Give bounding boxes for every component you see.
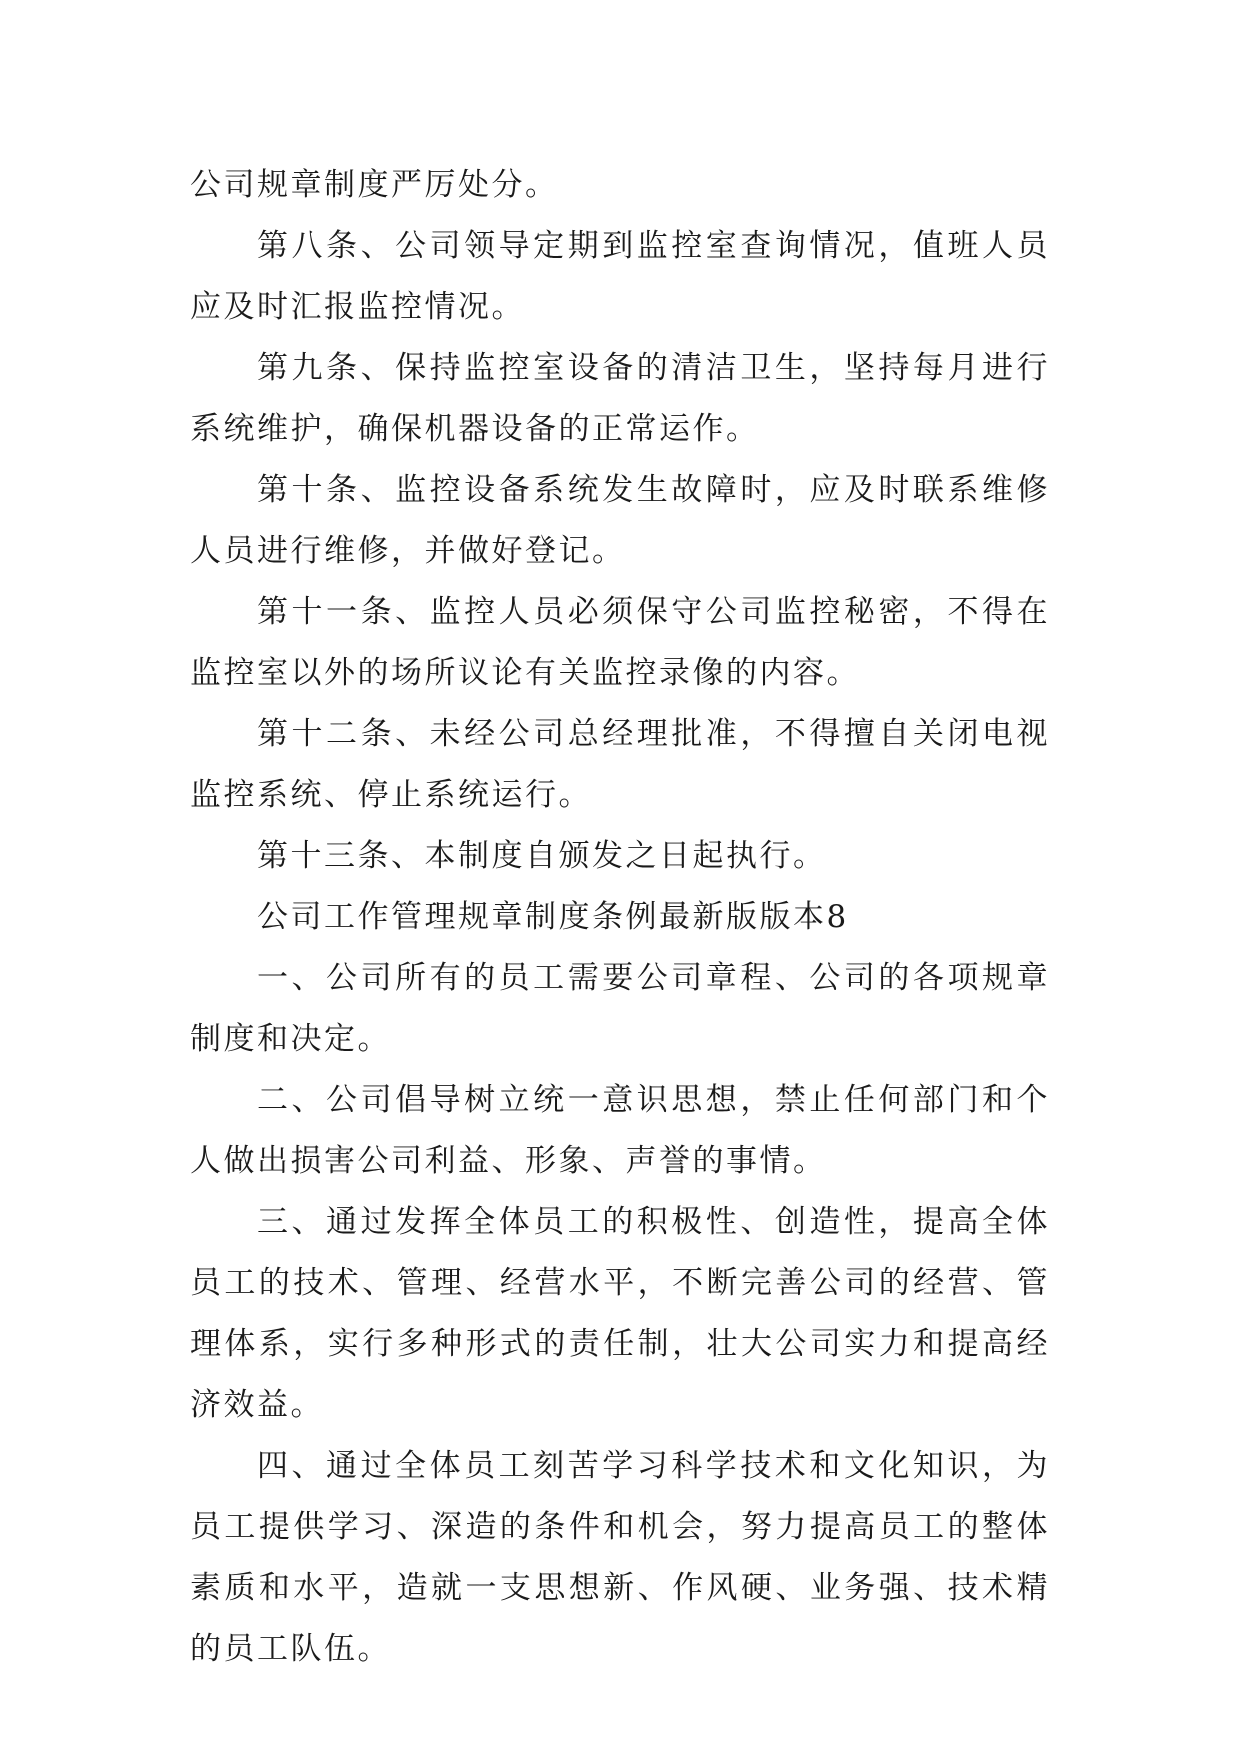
paragraph-item-2: 二、公司倡导树立统一意识思想，禁止任何部门和个人做出损害公司利益、形象、声誉的事情。 <box>190 1082 1050 1179</box>
paragraph-item-3: 三、通过发挥全体员工的积极性、创造性，提高全体员工的技术、管理、经营水平，不断完善公司的经营、管理体系，实行多种形式的责任制，壮大公司实力和提高经济效益。 <box>190 1204 1050 1423</box>
paragraph-article-8: 第八条、公司领导定期到监控室查询情况，值班人员应及时汇报监控情况。 <box>190 228 1050 325</box>
paragraph-article-11: 第十一条、监控人员必须保守公司监控秘密，不得在监控室以外的场所议论有关监控录像的内容。 <box>190 594 1050 691</box>
paragraph-article-9: 第九条、保持监控室设备的清洁卫生，坚持每月进行系统维护，确保机器设备的正常运作。 <box>190 350 1050 447</box>
paragraph-article-12: 第十二条、未经公司总经理批准，不得擅自关闭电视监控系统、停止系统运行。 <box>190 716 1050 813</box>
paragraph-continuation: 公司规章制度严厉处分。 <box>190 167 559 203</box>
document-body <box>190 155 1050 1680</box>
section-heading: 公司工作管理规章制度条例最新版版本8 <box>257 899 849 935</box>
paragraph-article-13: 第十三条、本制度自颁发之日起执行。 <box>257 838 827 874</box>
paragraph-article-10: 第十条、监控设备系统发生故障时，应及时联系维修人员进行维修，并做好登记。 <box>190 472 1050 569</box>
paragraph-item-1: 一、公司所有的员工需要公司章程、公司的各项规章制度和决定。 <box>190 960 1050 1057</box>
paragraph-item-4: 四、通过全体员工刻苦学习科学技术和文化知识，为员工提供学习、深造的条件和机会，努力提高员工的整体素质和水平，造就一支思想新、作风硬、业务强、技术精的员工队伍。 <box>190 1448 1050 1667</box>
